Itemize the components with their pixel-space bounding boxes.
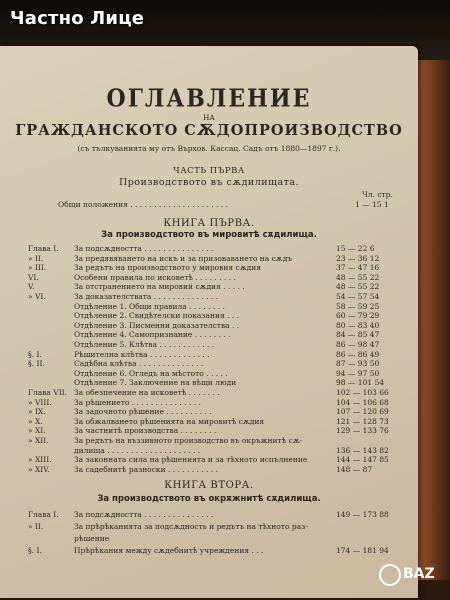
toc-entry-text: За законната сила на рѣшенията и за тѣхното испълнение [74,455,308,465]
book-two-subheading: За производството въ окрѫжнитѣ сѫдилища. [97,494,321,504]
part-subheading: Производството въ сѫдилищата. [118,177,300,188]
toc-entry-numbers: 129 — 133 76 [336,426,389,436]
toc-entry-chapter: » XIV. [28,464,50,474]
toc-entry-chapter: §. I. [28,349,42,359]
toc-entry-text: За обезпечение на исковетѣ . . . . . . . [74,388,220,397]
toc-entry-numbers: 86 — 86 49 [336,349,380,359]
toc-entry-numbers: 37 — 47 16 [336,263,380,273]
toc-entry-text: За задочното рѣшение . . . . . . . . . . [74,407,212,417]
toc-entry-numbers: 54 — 57 54 [336,292,380,301]
toc-entry-chapter: VI. [28,272,39,282]
toc-entry-text: Прѣрѣкания между сѫдебнитѣ учреждения . . . [74,546,264,555]
toc-entry-text: За предявяването на искъ и за призоваването на сѫдъ [74,253,293,263]
toc-entry-text: Отдѣление 4. Самопризнание . . . . . . . . [74,330,231,340]
toc-entry-chapter: Глава VII. [28,388,68,397]
toc-entry-numbers: 58 — 59 25 [336,301,380,311]
toc-entry-numbers: 148 — 87 [336,464,373,474]
book-page [0,46,418,598]
book-two-heading: КНИГА ВТОРА. [164,480,254,491]
toc-entry-text: За обжалването рѣшенията на мировитѣ сѫдия [74,416,265,426]
toc-entry-numbers: 15 — 22 6 [336,244,375,253]
book-one-subheading: За производството въ мировитѣ сѫдилища. [101,230,317,240]
page-title: ОГЛАВЛЕНИЕ [106,84,312,114]
toc-entry-text: Общи положения . . . . . . . . . . . . . . . . . . . . . [58,200,229,209]
toc-entry-chapter: §. I. [28,546,42,555]
toc-entry-numbers: 87 — 93 50 [336,359,380,369]
toc-entry-text: Отдѣление 1. Общи правила . . . . . . . . [74,301,225,311]
toc-entry-text: За подсѫдността . . . . . . . . . . . . . . . [74,244,214,253]
toc-entry-text: Отдѣление 7. Заключение на вѣщи люди [74,378,237,388]
toc-entry-numbers: 174 — 181 94 [336,546,389,555]
toc-entry-chapter: Глава I. [28,244,59,253]
toc-entry-text: рѣшение [74,534,110,543]
toc-entry-numbers: 121 — 128 73 [336,416,389,426]
toc-entry-numbers: 23 — 36 12 [336,253,380,263]
toc-entry-text: За подсѫдността . . . . . . . . . . . . . . . [74,510,214,519]
toc-entry-chapter: » II. [28,522,44,531]
toc-entry-numbers: 84 — 85 47 [336,330,380,340]
toc-entry-numbers: 98 — 101 54 [336,378,385,388]
toc-entry-chapter: V. [28,282,35,292]
toc-entry-text: За частнитѣ производства . . . . . . . . [74,426,217,436]
toc-entry-numbers: 104 — 106 68 [336,397,389,407]
toc-entry-chapter: §. II. [28,359,45,369]
seller-watermark: Частно Лице [10,8,145,29]
toc-entry-chapter: » VI. [28,292,46,301]
toc-entry-text: За редътъ на производството у мировия сѫдия [74,263,261,273]
toc-entry-chapter: » XII. [28,436,49,445]
toc-entry-numbers: 107 — 120 69 [336,407,389,417]
toc-entry-numbers: 102 — 103 66 [336,388,389,397]
toc-entry-chapter: Глава I. [28,510,59,519]
toc-entry-numbers: 1 — 15 1 [355,200,389,209]
toc-entry-text: дилища . . . . . . . . . . . . . . . . . . . . [74,445,201,455]
toc-entry-chapter: » III. [28,263,47,273]
logo-text: BAZ [403,566,435,582]
site-logo [377,562,445,588]
toc-entry-numbers: 149 — 173 88 [336,510,389,519]
toc-entry-numbers: 144 — 147 85 [336,455,389,465]
toc-entry-text: За редътъ на въззивното производство въ окръжнитѣ сѫ- [74,436,303,445]
toc-entry-chapter: » IX. [28,407,46,417]
toc-entry-numbers: 48 — 55 22 [336,282,380,292]
toc-entry-numbers: 136 — 143 82 [336,445,389,455]
toc-entry-numbers: 94 — 97 50 [336,368,380,378]
toc-entry-text: Отдѣление 3. Писменни доказателства . . [74,320,240,330]
toc-entry-text: Отдѣление 2. Свидѣтелски показания . . . [74,311,239,321]
toc-entry-chapter: » XIII. [28,455,52,465]
toc-entry-text: За отстранението на мировий сѫдия . . . . . [74,282,245,292]
edition-note: (съ тълкуванията му отъ Върхов. Кассац. Садъ отъ 1880—1897 г.). [77,144,341,153]
toc-entry-text: За рѣшението . . . . . . . . . . . . . . . [74,397,201,407]
toc-entry-text: Рѣшителна клѣтва . . . . . . . . . . . . . [74,349,210,359]
toc-entry-text: Особени правила по исковетѣ . . . . . . . . . [74,272,236,282]
toc-entry-text: Отдѣление 6. Огледъ на мѣстото . . . . . [74,368,228,378]
part-heading: ЧАСТЬ ПЪРВА [173,166,245,176]
toc-entry-chapter: » VIII. [28,397,52,407]
toc-entry-text: За прѣрѣканията за подсѫдность и редътъ на тѣхното раз- [74,522,308,531]
toc-entry-numbers: 86 — 98 47 [336,340,380,349]
toc-entry-numbers: 80 — 83 40 [336,320,380,330]
logo-circle-icon [379,564,401,586]
toc-entry-text: За садебнитѣ разноски . . . . . . . . . . . [74,464,219,474]
toc-entry-chapter: » II. [28,253,44,263]
page-subtitle: ГРАЖДАНСКОТО СѪДОПРОИЗВОДСТВО [15,122,403,139]
toc-entry-numbers: 48 — 55 22 [336,272,380,282]
title-connector: НА [203,114,215,122]
toc-entry-numbers: 60 — 79 29 [336,311,380,321]
column-header: Чл. стр. [362,190,393,199]
toc-entry-chapter: » X. [28,416,43,426]
book-one-heading: КНИГА ПЪРВА. [163,218,255,229]
toc-entry-text: Отдѣление 5. Клѣтва . . . . . . . . . . . . [74,340,215,349]
toc-entry-chapter: » XI. [28,426,46,436]
toc-entry-text: За доказателствата . . . . . . . . . . . . . . [74,292,219,301]
toc-entry-text: Садѣбна клѣтва . . . . . . . . . . . . . . [74,359,204,369]
